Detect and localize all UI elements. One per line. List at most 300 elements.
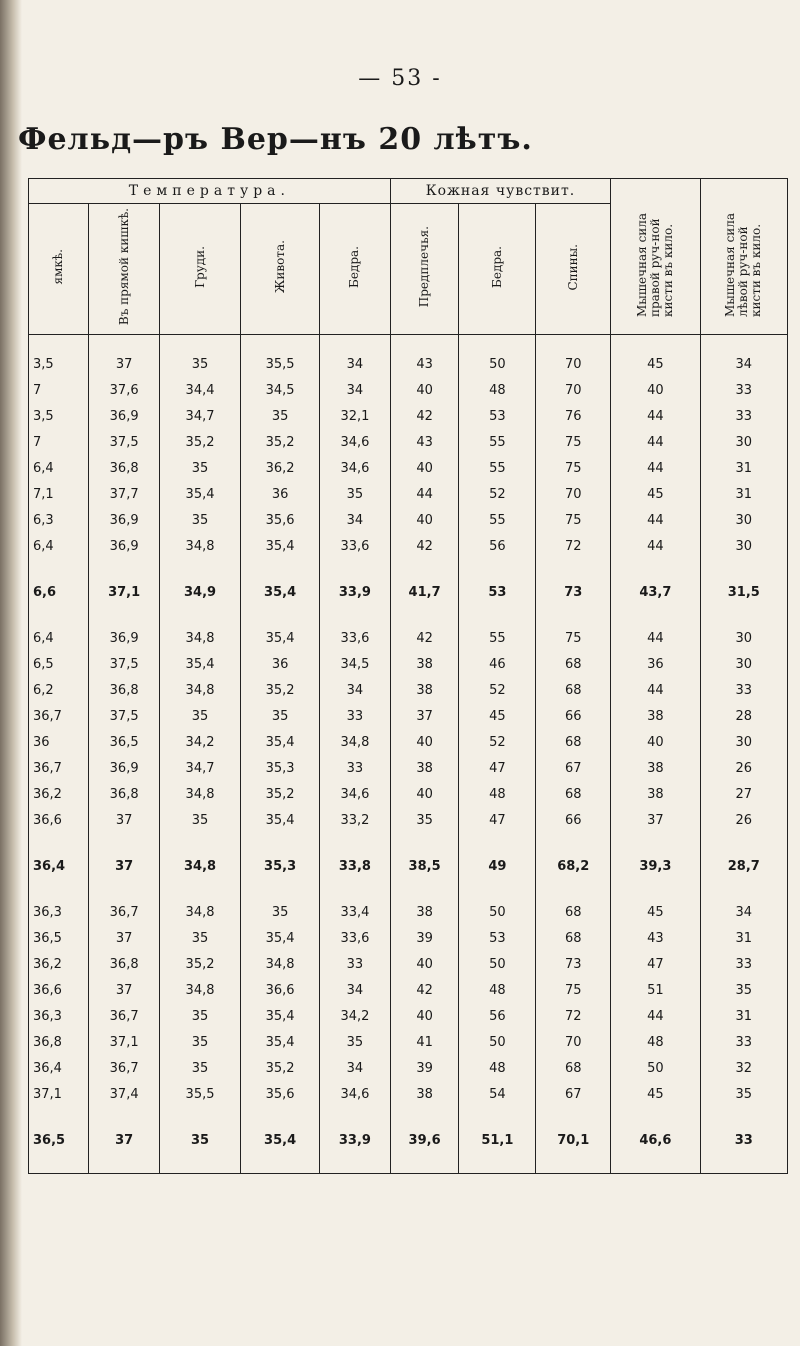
table-cell: 53: [459, 559, 536, 625]
table-cell: 36,7: [89, 1003, 160, 1029]
table-cell: 33,8: [320, 833, 391, 899]
table-cell: 44: [611, 533, 700, 559]
table-row: [29, 429, 788, 455]
table-cell: 40: [611, 729, 700, 755]
table-cell: 35,4: [159, 651, 240, 677]
table-cell: 35,4: [241, 625, 320, 651]
table-cell: 38: [390, 651, 459, 677]
table-cell: 35: [159, 1055, 240, 1081]
table-cell: 73: [536, 559, 611, 625]
table-cell: 68,2: [536, 833, 611, 899]
table-cell: 30: [700, 429, 787, 455]
table-cell: 37: [390, 703, 459, 729]
table-cell: 34,9: [159, 559, 240, 625]
group-header-row: [29, 179, 788, 204]
table-row: [29, 781, 788, 807]
table-cell: 32,1: [320, 403, 391, 429]
table-cell: 45: [611, 335, 700, 378]
table-cell: 42: [390, 403, 459, 429]
table-cell: 7: [29, 377, 89, 403]
col-header-right-hand-strength: Мышечная сила правой руч-ной кисти въ кило.: [611, 179, 700, 335]
table-cell: 35,3: [241, 755, 320, 781]
table-cell: 6,6: [29, 559, 89, 625]
table-cell: 36,4: [29, 833, 89, 899]
table-cell: 68: [536, 781, 611, 807]
table-cell: 35: [241, 403, 320, 429]
table-cell: 40: [390, 781, 459, 807]
table-cell: 38: [390, 755, 459, 781]
table-cell: 66: [536, 703, 611, 729]
table-cell: 36,2: [241, 455, 320, 481]
table-cell: 44: [611, 455, 700, 481]
table-cell: 35,2: [241, 429, 320, 455]
table-cell: 70,1: [536, 1107, 611, 1174]
col-header-rectum: Въ прямой кишкѣ.: [89, 204, 160, 335]
table-cell: 47: [611, 951, 700, 977]
table-cell: 50: [459, 1029, 536, 1055]
table-cell: 34,8: [159, 781, 240, 807]
table-cell: 35: [700, 977, 787, 1003]
table-cell: 44: [611, 403, 700, 429]
table-cell: 34,8: [159, 899, 240, 925]
table-cell: 35,5: [159, 1081, 240, 1107]
table-cell: 41: [390, 1029, 459, 1055]
table-cell: 68: [536, 925, 611, 951]
table-cell: 48: [459, 377, 536, 403]
table-cell: 52: [459, 481, 536, 507]
table-cell: 67: [536, 1081, 611, 1107]
table-cell: 48: [611, 1029, 700, 1055]
table-cell: 36,7: [89, 899, 160, 925]
table-cell: 34,8: [241, 951, 320, 977]
table-cell: 35,4: [241, 1107, 320, 1174]
table-cell: 37,7: [89, 481, 160, 507]
table-cell: 35: [700, 1081, 787, 1107]
table-cell: 55: [459, 429, 536, 455]
table-cell: 37,1: [29, 1081, 89, 1107]
temperature-group-header: Температура.: [29, 179, 391, 204]
table-cell: 37: [89, 1107, 160, 1174]
table-cell: 72: [536, 1003, 611, 1029]
table-cell: 35: [159, 703, 240, 729]
table-cell: 33: [700, 1107, 787, 1174]
table-cell: 3,5: [29, 403, 89, 429]
table-cell: 49: [459, 833, 536, 899]
table-cell: 39: [390, 925, 459, 951]
table-cell: 73: [536, 951, 611, 977]
table-cell: 70: [536, 1029, 611, 1055]
page-edge-shadow: [0, 0, 22, 1346]
table-cell: 34,8: [159, 677, 240, 703]
table-cell: 36,8: [89, 781, 160, 807]
table-cell: 36,9: [89, 403, 160, 429]
table-cell: 36,7: [89, 1055, 160, 1081]
table-cell: 34,8: [159, 625, 240, 651]
table-cell: 6,3: [29, 507, 89, 533]
table-cell: 36,5: [29, 1107, 89, 1174]
table-cell: 35: [159, 507, 240, 533]
table-cell: 38: [611, 703, 700, 729]
table-cell: 35,4: [241, 729, 320, 755]
table-cell: 36: [611, 651, 700, 677]
table-cell: 35,2: [241, 1055, 320, 1081]
table-row: [29, 625, 788, 651]
table-cell: 38: [611, 755, 700, 781]
table-cell: 45: [611, 481, 700, 507]
table-cell: 33: [700, 1029, 787, 1055]
table-cell: 36,8: [89, 455, 160, 481]
table-cell: 43: [390, 335, 459, 378]
table-cell: 35,4: [241, 1003, 320, 1029]
table-cell: 68: [536, 899, 611, 925]
table-cell: 56: [459, 533, 536, 559]
table-row: [29, 807, 788, 833]
table-cell: 36,5: [29, 925, 89, 951]
table-cell: 66: [536, 807, 611, 833]
table-cell: 36,7: [29, 703, 89, 729]
col-header-chest: Груди.: [159, 204, 240, 335]
table-cell: 45: [611, 1081, 700, 1107]
table-cell: 37,5: [89, 429, 160, 455]
average-row: [29, 559, 788, 625]
average-row: [29, 1107, 788, 1174]
table-cell: 36,4: [29, 1055, 89, 1081]
table-cell: 33: [320, 703, 391, 729]
table-cell: 72: [536, 533, 611, 559]
table-cell: 50: [459, 951, 536, 977]
table-cell: 45: [459, 703, 536, 729]
table-cell: 37: [89, 977, 160, 1003]
table-cell: 53: [459, 403, 536, 429]
table-cell: 76: [536, 403, 611, 429]
table-cell: 40: [611, 377, 700, 403]
table-cell: 35,2: [241, 677, 320, 703]
table-cell: 45: [611, 899, 700, 925]
table-cell: 48: [459, 977, 536, 1003]
table-cell: 36,8: [29, 1029, 89, 1055]
table-cell: 50: [459, 899, 536, 925]
table-cell: 34: [320, 335, 391, 378]
table-cell: 35,4: [241, 533, 320, 559]
table-cell: 34: [320, 507, 391, 533]
table-row: [29, 703, 788, 729]
table-row: [29, 377, 788, 403]
col-header-armpit: ямкѣ.: [29, 204, 89, 335]
table-cell: 44: [611, 677, 700, 703]
table-row: [29, 977, 788, 1003]
table-cell: 51,1: [459, 1107, 536, 1174]
page-title: Фельд—ръ Вер—нъ 20 лѣтъ.: [18, 122, 533, 157]
col-header-thigh-temp: Бедра.: [320, 204, 391, 335]
table-cell: 37,1: [89, 1029, 160, 1055]
table-cell: 34: [320, 977, 391, 1003]
table-cell: 35,4: [241, 1029, 320, 1055]
table-cell: 43: [390, 429, 459, 455]
table-row: [29, 1003, 788, 1029]
table-cell: 36,9: [89, 755, 160, 781]
table-cell: 38: [390, 1081, 459, 1107]
col-header-thigh-sens: Бедра.: [459, 204, 536, 335]
table-cell: 35,2: [159, 951, 240, 977]
table-row: [29, 403, 788, 429]
table-cell: 40: [390, 951, 459, 977]
table-cell: 46: [459, 651, 536, 677]
table-row: [29, 677, 788, 703]
table-cell: 34,5: [320, 651, 391, 677]
table-cell: 35: [159, 1107, 240, 1174]
table-cell: 48: [459, 1055, 536, 1081]
table-cell: 6,2: [29, 677, 89, 703]
table-cell: 37: [89, 833, 160, 899]
table-cell: 36,5: [89, 729, 160, 755]
table-cell: 33: [320, 755, 391, 781]
table-row: [29, 1081, 788, 1107]
table-cell: 70: [536, 481, 611, 507]
table-cell: 51: [611, 977, 700, 1003]
table-cell: 33,6: [320, 533, 391, 559]
table-cell: 36,2: [29, 781, 89, 807]
table-cell: 6,4: [29, 625, 89, 651]
table-cell: 35,2: [241, 781, 320, 807]
table-cell: 37: [89, 335, 160, 378]
table-cell: 34,4: [159, 377, 240, 403]
table-cell: 36,8: [89, 951, 160, 977]
table-row: [29, 335, 788, 378]
table-row: [29, 651, 788, 677]
table-cell: 35,6: [241, 507, 320, 533]
table-cell: 34: [320, 1055, 391, 1081]
table-cell: 31: [700, 1003, 787, 1029]
table-cell: 36,3: [29, 899, 89, 925]
table-cell: 40: [390, 455, 459, 481]
table-cell: 34: [700, 335, 787, 378]
table-row: [29, 729, 788, 755]
table-cell: 34,8: [159, 977, 240, 1003]
table-cell: 39,6: [390, 1107, 459, 1174]
table-cell: 31: [700, 455, 787, 481]
table-cell: 34,6: [320, 781, 391, 807]
table-cell: 68: [536, 677, 611, 703]
table-cell: 34,6: [320, 455, 391, 481]
table-cell: 38,5: [390, 833, 459, 899]
table-cell: 40: [390, 729, 459, 755]
table-row: [29, 755, 788, 781]
table-cell: 35: [159, 1029, 240, 1055]
table-row: [29, 481, 788, 507]
table-cell: 55: [459, 507, 536, 533]
table-cell: 75: [536, 455, 611, 481]
col-header-forearm: Предплечья.: [390, 204, 459, 335]
table-cell: 75: [536, 977, 611, 1003]
table-cell: 35: [159, 1003, 240, 1029]
col-header-abdomen: Живота.: [241, 204, 320, 335]
table-cell: 28: [700, 703, 787, 729]
table-cell: 42: [390, 625, 459, 651]
col-header-back: Спины.: [536, 204, 611, 335]
table-cell: 40: [390, 1003, 459, 1029]
table-cell: 26: [700, 755, 787, 781]
table-cell: 34,8: [159, 533, 240, 559]
table-cell: 36: [241, 651, 320, 677]
table-cell: 35: [241, 703, 320, 729]
table-cell: 36,7: [29, 755, 89, 781]
table-cell: 36,6: [29, 807, 89, 833]
table-cell: 36,8: [89, 677, 160, 703]
table-cell: 33: [700, 951, 787, 977]
table-cell: 35,4: [241, 807, 320, 833]
table-cell: 38: [390, 677, 459, 703]
table-cell: 33,4: [320, 899, 391, 925]
table-cell: 35,5: [241, 335, 320, 378]
table-cell: 37,4: [89, 1081, 160, 1107]
table-cell: 30: [700, 729, 787, 755]
table-cell: 31: [700, 925, 787, 951]
table-cell: 35: [320, 481, 391, 507]
table-cell: 34,8: [159, 833, 240, 899]
table-cell: 52: [459, 729, 536, 755]
table-cell: 35,4: [241, 559, 320, 625]
table-cell: 47: [459, 755, 536, 781]
table-cell: 36,2: [29, 951, 89, 977]
page-number: — 53 -: [358, 66, 442, 91]
table-cell: 27: [700, 781, 787, 807]
table-cell: 36,9: [89, 533, 160, 559]
table-cell: 33: [700, 377, 787, 403]
table-cell: 50: [611, 1055, 700, 1081]
table-cell: 31: [700, 481, 787, 507]
table-cell: 34,8: [320, 729, 391, 755]
table-cell: 44: [611, 507, 700, 533]
table-cell: 38: [611, 781, 700, 807]
table-cell: 37,5: [89, 703, 160, 729]
table-body: [29, 335, 788, 1174]
table-cell: 34: [320, 377, 391, 403]
table-cell: 33: [700, 403, 787, 429]
table-cell: 36,3: [29, 1003, 89, 1029]
table-cell: 54: [459, 1081, 536, 1107]
table-cell: 34,6: [320, 1081, 391, 1107]
table-cell: 40: [390, 377, 459, 403]
table-cell: 33,6: [320, 625, 391, 651]
table-cell: 37,1: [89, 559, 160, 625]
table-cell: 35,3: [241, 833, 320, 899]
table-cell: 30: [700, 651, 787, 677]
table-cell: 43: [611, 925, 700, 951]
table-row: [29, 899, 788, 925]
table-cell: 36,9: [89, 625, 160, 651]
table-cell: 55: [459, 625, 536, 651]
col-header-left-hand-strength: Мышечная сила лѣвой руч-ной кисти въ кило.: [700, 179, 787, 335]
table-cell: 67: [536, 755, 611, 781]
table-cell: 75: [536, 625, 611, 651]
table-cell: 33: [700, 677, 787, 703]
table-cell: 3,5: [29, 335, 89, 378]
table-cell: 35,2: [159, 429, 240, 455]
table-cell: 33: [320, 951, 391, 977]
table-cell: 70: [536, 377, 611, 403]
table-cell: 39,3: [611, 833, 700, 899]
table-cell: 33,9: [320, 559, 391, 625]
table-cell: 36: [241, 481, 320, 507]
table-cell: 35: [390, 807, 459, 833]
table-cell: 7: [29, 429, 89, 455]
table-cell: 6,4: [29, 533, 89, 559]
table-cell: 34,2: [159, 729, 240, 755]
table-cell: 6,5: [29, 651, 89, 677]
table-row: [29, 455, 788, 481]
table-row: [29, 1029, 788, 1055]
table-cell: 55: [459, 455, 536, 481]
table-cell: 36: [29, 729, 89, 755]
table-cell: 44: [611, 625, 700, 651]
table-cell: 47: [459, 807, 536, 833]
table-cell: 68: [536, 651, 611, 677]
table-cell: 36,6: [241, 977, 320, 1003]
table-cell: 35,4: [241, 925, 320, 951]
table-cell: 7,1: [29, 481, 89, 507]
table-cell: 44: [611, 429, 700, 455]
table-cell: 37: [89, 925, 160, 951]
table-cell: 42: [390, 977, 459, 1003]
table-cell: 26: [700, 807, 787, 833]
table-cell: 30: [700, 507, 787, 533]
table-cell: 68: [536, 1055, 611, 1081]
table-cell: 35,6: [241, 1081, 320, 1107]
table-cell: 42: [390, 533, 459, 559]
table-cell: 36,6: [29, 977, 89, 1003]
table-cell: 56: [459, 1003, 536, 1029]
table-cell: 35: [159, 807, 240, 833]
table-cell: 38: [390, 899, 459, 925]
table-cell: 35: [159, 335, 240, 378]
table-cell: 31,5: [700, 559, 787, 625]
table-cell: 35: [159, 455, 240, 481]
measurement-table: [28, 178, 788, 1174]
average-row: [29, 833, 788, 899]
table-cell: 75: [536, 507, 611, 533]
table-cell: 35,4: [159, 481, 240, 507]
table-cell: 53: [459, 925, 536, 951]
table-cell: 33,9: [320, 1107, 391, 1174]
table-cell: 44: [611, 1003, 700, 1029]
table-cell: 37,5: [89, 651, 160, 677]
table-cell: 37: [89, 807, 160, 833]
table-cell: 6,4: [29, 455, 89, 481]
table-cell: 34: [700, 899, 787, 925]
table-cell: 34,7: [159, 403, 240, 429]
sensitivity-group-header: Кожная чувствит.: [390, 179, 610, 204]
table-cell: 39: [390, 1055, 459, 1081]
table-cell: 70: [536, 335, 611, 378]
table-cell: 30: [700, 625, 787, 651]
table-cell: 44: [390, 481, 459, 507]
table-cell: 28,7: [700, 833, 787, 899]
table-cell: 48: [459, 781, 536, 807]
table-cell: 34,6: [320, 429, 391, 455]
table-cell: 32: [700, 1055, 787, 1081]
table-cell: 46,6: [611, 1107, 700, 1174]
table-cell: 40: [390, 507, 459, 533]
table-row: [29, 533, 788, 559]
table-cell: 52: [459, 677, 536, 703]
table-cell: 37: [611, 807, 700, 833]
table-row: [29, 507, 788, 533]
table-cell: 68: [536, 729, 611, 755]
table-cell: 37,6: [89, 377, 160, 403]
table-cell: 75: [536, 429, 611, 455]
table-cell: 33,6: [320, 925, 391, 951]
table-cell: 34: [320, 677, 391, 703]
